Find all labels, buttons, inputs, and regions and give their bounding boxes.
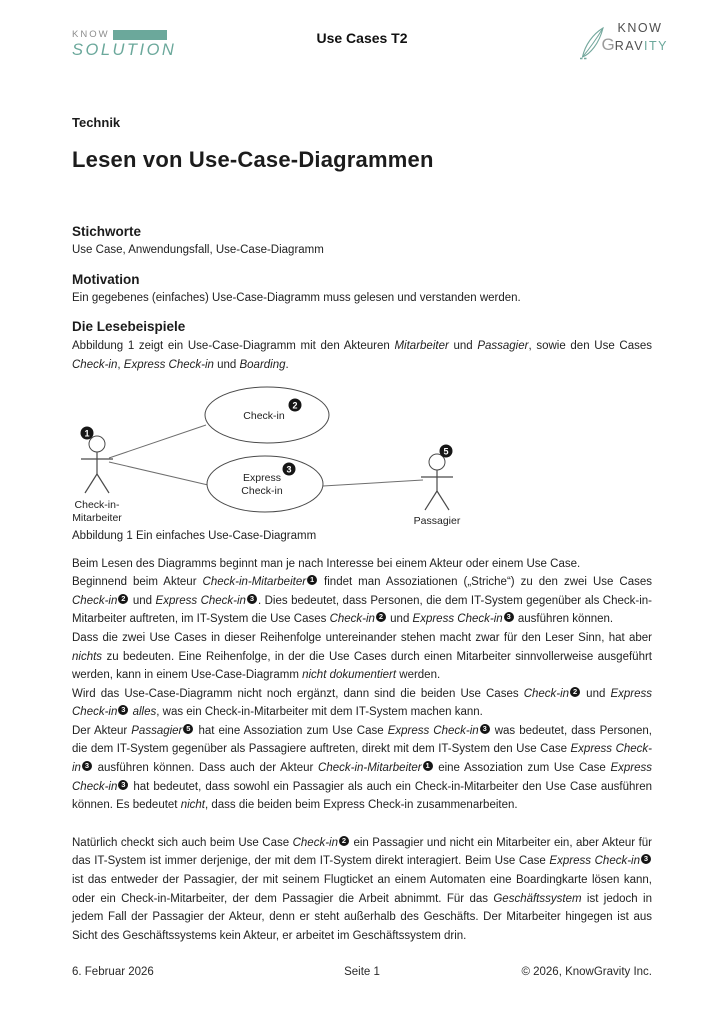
- ref-badge-1: 1: [307, 575, 317, 585]
- ref-badge-3: 3: [118, 705, 128, 715]
- use-case-express-check-in: [207, 456, 323, 512]
- actor-mitarbeiter-label-line2: Mitarbeiter: [72, 511, 122, 524]
- actor-mitarbeiter-label-line1: Check-in-: [74, 498, 120, 511]
- use-case-express-label-line2: Check-in: [241, 484, 283, 497]
- actor-passagier-label: Passagier: [413, 514, 461, 526]
- ref-badge-3: 3: [641, 854, 651, 864]
- page-footer: [72, 966, 652, 982]
- closing-paragraph: [72, 834, 652, 946]
- figure-caption: Abbildung 1 Ein einfaches Use-Case-Diagramm: [72, 529, 317, 542]
- ref-badge-1: 1: [423, 761, 433, 771]
- knowsolution-logo-bar: [113, 30, 167, 40]
- section-heading-lesebeispiele: Die Lesebeispiele: [72, 319, 186, 335]
- knowsolution-logo-know: KNOW: [72, 29, 110, 41]
- knowsolution-logo: [72, 30, 176, 59]
- knowsolution-logo-solution: SOLUTION: [72, 41, 177, 59]
- svg-text:3: 3: [286, 464, 292, 475]
- text-block: Beginnend beim Akteur Check-in-Mitarbeiter $^1$ findet man Assoziationen („Striche“) zu den zwei Use Cases Check-in $^2$ und Express Check-in $^3$ . Dies bedeutet, dass Personen, die dem IT-System gegenüber als Check-in-Mitarbeiter auftreten, im IT-System die Use Cases Check-in $^2$ und Express Check-in $^3$ ausführen können.: [72, 575, 653, 626]
- text-block: Beim Lesen des Diagramms beginnt man je nach Interesse bei einem Akteur oder einem Use Case.: [72, 557, 581, 570]
- svg-text:1: 1: [84, 428, 90, 439]
- knowgravity-logo-know: KNOW: [617, 21, 663, 35]
- ref-badge-5: 5: [183, 724, 193, 734]
- association-mitarbeiter-checkin: [109, 425, 206, 458]
- document-body: [72, 115, 652, 945]
- ref-badge-2: 2: [376, 612, 386, 622]
- text-block: Dass die zwei Use Cases in dieser Reihenfolge untereinander stehen macht zwar für den Leser Sinn, hat aber nichts zu bedeuten. Eine Reihenfolge, in der die Use Cases durch einen Mitarbeiter sinnvollerweise ausgeführt werden, kann in einem Use-Case-Diagramm nicht dokumentiert werden.: [72, 631, 652, 682]
- lesebeispiele-intro: Abbildung 1 zeigt ein Use-Case-Diagramm mit den Akteuren Mitarbeiter und Passagier, sowie den Use Cases Check-in, Express Check-in und Boarding.: [72, 340, 652, 371]
- use-case-check-in: [205, 387, 329, 443]
- use-case-check-in-label: Check-in: [243, 409, 285, 422]
- footer-copyright: © 2026, KnowGravity Inc.: [521, 966, 652, 978]
- actor-passagier: [414, 444, 461, 526]
- association-express-passagier: [323, 480, 423, 486]
- kicker-technik: Technik: [72, 115, 121, 130]
- ref-badge-2: 2: [339, 836, 349, 846]
- association-mitarbeiter-express: [109, 462, 208, 485]
- actor-check-in-mitarbeiter: [72, 426, 122, 524]
- footer-page-number: Seite 1: [344, 966, 380, 978]
- use-case-express-label-line1: Express: [243, 471, 281, 484]
- ref-badge-3: 3: [247, 594, 257, 604]
- stichworte-text: Use Case, Anwendungsfall, Use-Case-Diagramm: [72, 244, 324, 256]
- ref-badge-3: 3: [504, 612, 514, 622]
- motivation-text: Ein gegebenes (einfaches) Use-Case-Diagramm muss gelesen und verstanden werden.: [72, 291, 521, 304]
- section-heading-stichworte: Stichworte: [72, 224, 142, 239]
- use-case-diagram: [72, 384, 652, 526]
- knowgravity-logo-gravity: GRAVITY: [601, 34, 668, 54]
- page-title: Lesen von Use-Case-Diagrammen: [72, 147, 434, 172]
- document-header-title: Use Cases T2: [316, 30, 408, 46]
- text-block: Natürlich checkt sich auch beim Use Case Check-in $^2$ ein Passagier und nicht ein Mitarbeiter ein, aber Akteur für das IT-System ist immer derjenige, der mit dem IT-System direkt interagiert. Beim Use Case Express Check-in $^3$ ist das entweder der Passagier, der mit seinem Flugticket an einem Automaten eine Boardingkarte lösen kann, oder ein Check-in-Mitarbeiter, der dem Passagier die Arbeit abnimmt. Für das Geschäftssystem ist jedoch in jedem Fall der Passagier der Akteur, denn er steht außerhalb des Geschäfts. Der Mitarbeiter hingegen ist aus Sicht des Geschäftssystems kein Akteur, er arbeitet im Geschäftssystem drin.: [72, 835, 652, 942]
- svg-text:5: 5: [443, 446, 449, 457]
- text-block: Wird das Use-Case-Diagramm nicht noch ergänzt, dann sind die beiden Use Cases Check-in $^2$ und Express Check-in $^3$ alles, was ein Check-in-Mitarbeiter mit dem IT-System machen kann.: [72, 686, 652, 719]
- ref-badge-3: 3: [82, 761, 92, 771]
- ref-badge-3: 3: [118, 780, 128, 790]
- ref-badge-2: 2: [570, 687, 580, 697]
- knowgravity-logo: [578, 22, 668, 62]
- reading-paragraphs: [72, 555, 652, 815]
- svg-text:2: 2: [292, 400, 298, 411]
- ref-badge-2: 2: [118, 594, 128, 604]
- text-block: Der Akteur Passagier $^5$ hat eine Assoziation zum Use Case Express Check-in $^3$ was bedeutet, dass Personen, die dem IT-System gegenüber als Passagiere auftreten, direkt mit dem IT-System den Use Case Express Check-in $^3$ ausführen können. Dass auch der Akteur Check-in-Mitarbeiter $^1$ eine Assoziation zum Use Case Express Check-in $^3$ hat bedeutet, dass sowohl ein Passagier als auch ein Check-in-Mitarbeiter den Use Case ausführen können. Es bedeutet nicht, dass die beiden beim Express Check-in zusammenarbeiten.: [72, 723, 653, 812]
- ref-badge-3: 3: [480, 724, 490, 734]
- section-heading-motivation: Motivation: [72, 271, 140, 287]
- footer-date: 6. Februar 2026: [72, 966, 154, 978]
